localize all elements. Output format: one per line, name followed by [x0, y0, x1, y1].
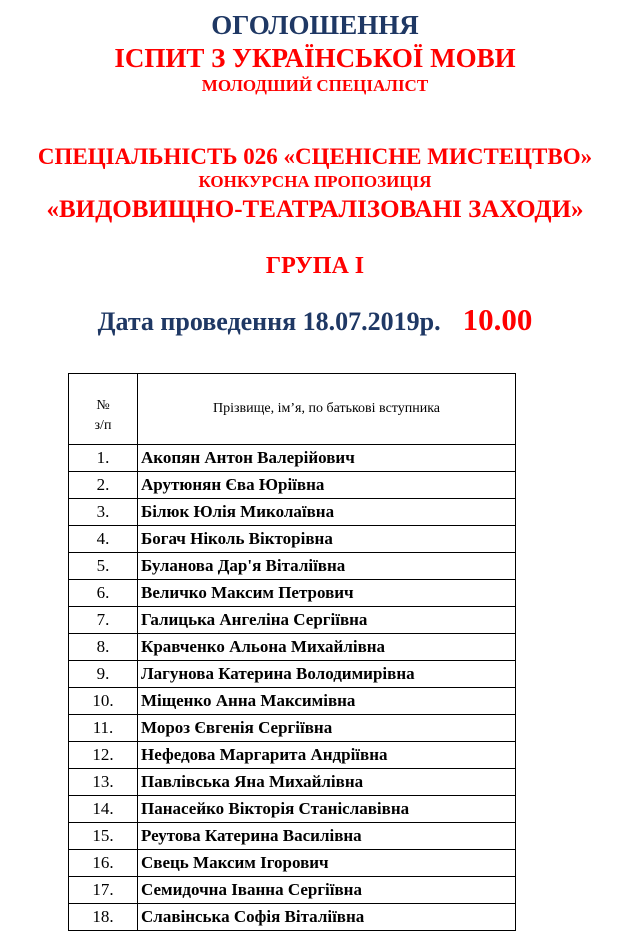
- exam-title: ІСПИТ З УКРАЇНСЬКОЇ МОВИ: [114, 43, 516, 73]
- applicant-name: Акопян Антон Валерійович: [138, 445, 516, 472]
- proposal-name: «ВИДОВИЩНО-ТЕАТРАЛІЗОВАНІ ЗАХОДИ»: [46, 196, 584, 223]
- applicant-name: Мороз Євгенія Сергіївна: [138, 715, 516, 742]
- applicant-name: Семидочна Іванна Сергіївна: [138, 877, 516, 904]
- row-number: 4.: [69, 526, 138, 553]
- table-row: [69, 877, 516, 904]
- specialty-title: СПЕЦІАЛЬНІСТЬ 026 «СЦЕНІСНЕ МИСТЕЦТВО»: [37, 144, 593, 169]
- row-number: 18.: [69, 904, 138, 931]
- table-row: [69, 796, 516, 823]
- applicant-name: Величко Максим Петрович: [138, 580, 516, 607]
- applicant-name: Панасейко Вікторія Станіславівна: [138, 796, 516, 823]
- applicant-name: Галицька Ангеліна Сергіївна: [138, 607, 516, 634]
- applicant-name: Буланова Дар'я Віталіївна: [138, 553, 516, 580]
- proposal-label: КОНКУРСНА ПРОПОЗИЦІЯ: [198, 172, 432, 191]
- row-number: 16.: [69, 850, 138, 877]
- row-number: 1.: [69, 445, 138, 472]
- row-number: 15.: [69, 823, 138, 850]
- row-number: 10.: [69, 688, 138, 715]
- row-number: 2.: [69, 472, 138, 499]
- row-number: 8.: [69, 634, 138, 661]
- table-row: [69, 850, 516, 877]
- applicant-name: Реутова Катерина Василівна: [138, 823, 516, 850]
- table-row: [69, 769, 516, 796]
- table-row: [69, 823, 516, 850]
- table-row: [69, 499, 516, 526]
- table-header-row: [69, 374, 516, 445]
- column-header-name: Прізвище, ім’я, по батькові вступника: [138, 374, 516, 445]
- exam-date-line: [0, 301, 630, 341]
- row-number: 14.: [69, 796, 138, 823]
- applicant-name: Кравченко Альона Михайлівна: [138, 634, 516, 661]
- row-number: 6.: [69, 580, 138, 607]
- table-row: [69, 742, 516, 769]
- table-row: [69, 904, 516, 931]
- column-header-number-symbol: №: [96, 398, 110, 413]
- table-row: [69, 553, 516, 580]
- applicant-name: Білюк Юлія Миколаївна: [138, 499, 516, 526]
- table-row: [69, 715, 516, 742]
- table-row: [69, 580, 516, 607]
- row-number: 5.: [69, 553, 138, 580]
- table-row: [69, 634, 516, 661]
- row-number: 9.: [69, 661, 138, 688]
- applicants-table: [68, 373, 516, 931]
- education-level: МОЛОДШИЙ СПЕЦІАЛІСТ: [201, 76, 429, 95]
- row-number: 11.: [69, 715, 138, 742]
- applicant-name: Лагунова Катерина Володимирівна: [138, 661, 516, 688]
- group-title: ГРУПА І: [265, 253, 365, 279]
- column-header-number: [69, 374, 138, 445]
- announcement-title: ОГОЛОШЕННЯ: [211, 10, 419, 40]
- applicant-name: Павлівська Яна Михайлівна: [138, 769, 516, 796]
- applicants-table-body: [69, 445, 516, 931]
- table-row: [69, 526, 516, 553]
- table-row: [69, 445, 516, 472]
- exam-date: Дата проведення 18.07.2019р.: [97, 307, 441, 336]
- table-row: [69, 688, 516, 715]
- table-row: [69, 472, 516, 499]
- applicant-name: Арутюнян Єва Юріївна: [138, 472, 516, 499]
- applicant-name: Свець Максим Ігорович: [138, 850, 516, 877]
- row-number: 13.: [69, 769, 138, 796]
- exam-time: 10.00: [462, 302, 533, 337]
- applicant-name: Міщенко Анна Максимівна: [138, 688, 516, 715]
- applicant-name: Нефедова Маргарита Андріївна: [138, 742, 516, 769]
- applicant-name: Славінська Софія Віталіївна: [138, 904, 516, 931]
- row-number: 17.: [69, 877, 138, 904]
- row-number: 7.: [69, 607, 138, 634]
- table-row: [69, 661, 516, 688]
- column-header-number-abbr: з/п: [94, 418, 112, 433]
- applicant-name: Богач Ніколь Вікторівна: [138, 526, 516, 553]
- row-number: 3.: [69, 499, 138, 526]
- row-number: 12.: [69, 742, 138, 769]
- table-row: [69, 607, 516, 634]
